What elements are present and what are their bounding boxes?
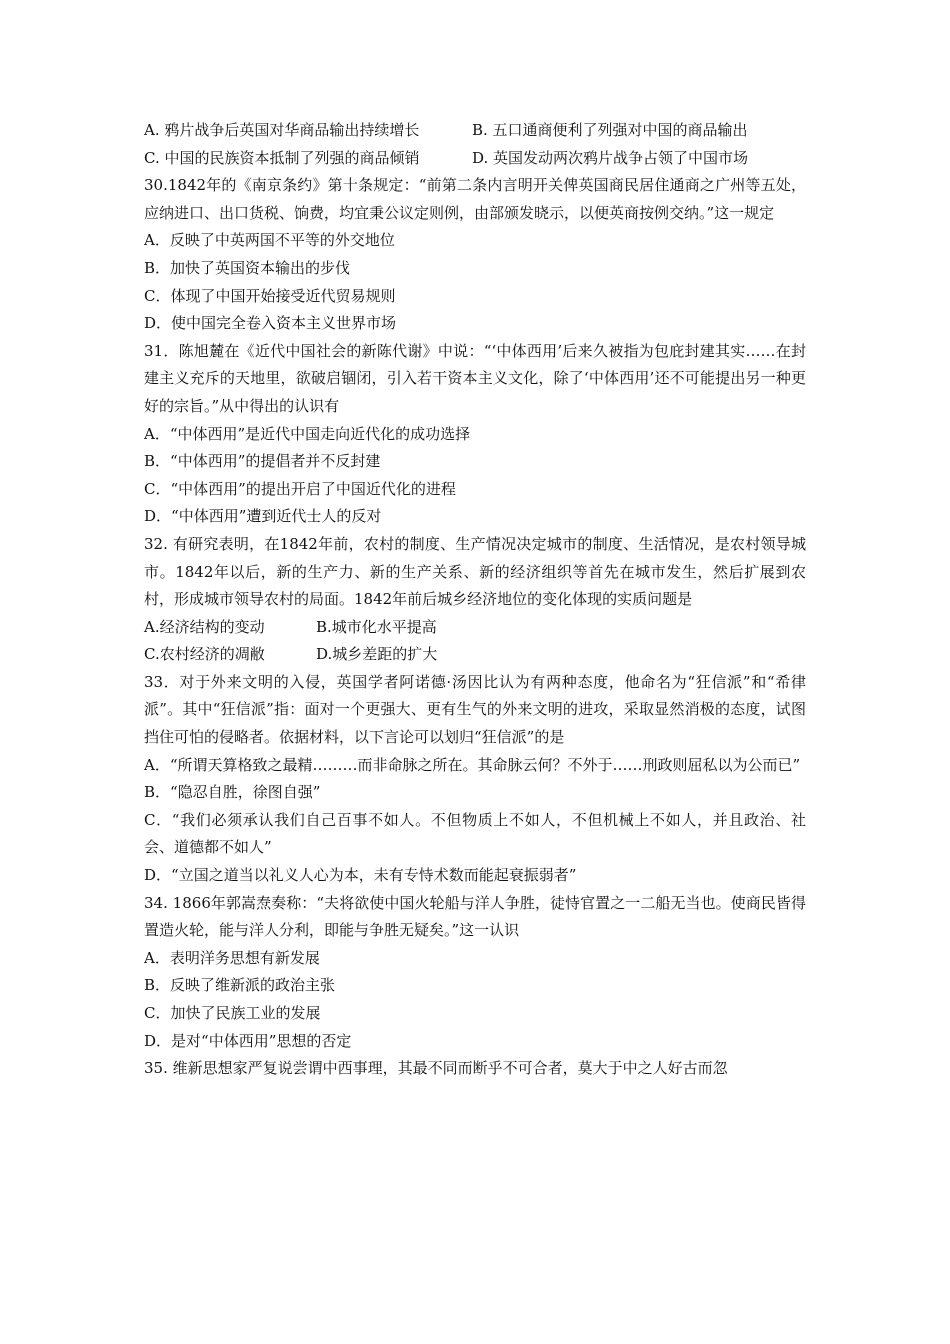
q34-option-a: A．表明洋务思想有新发展 — [144, 948, 320, 967]
q29-option-d: D. 英国发动两次鸦片战争占领了中国市场 — [472, 148, 749, 167]
q30-option-a: A．反映了中英两国不平等的外交地位 — [144, 231, 395, 250]
q32-options-row-2 — [144, 641, 806, 669]
q34-option-d: D．是对“中体西用”思想的否定 — [144, 1031, 352, 1050]
q29-option-a: A. 鸦片战争后英国对华商品输出持续增长 — [144, 121, 420, 139]
q31-option-d: D．“中体西用”遭到近代士人的反对 — [144, 507, 382, 526]
exam-page — [144, 117, 806, 1083]
q33-option-b: B．“隐忍自胜，徐图自强” — [144, 783, 321, 802]
q30-option-b: B．加快了英国资本输出的步伐 — [144, 258, 351, 277]
q31-option-b: B．“中体西用”的提倡者并不反封建 — [144, 452, 381, 471]
q29-option-b: B. 五口通商便利了列强对中国的商品输出 — [472, 121, 748, 139]
q33-option-c: C．“我们必须承认我们自己百事不如人。不但物质上不如人，不但机械上不如人，并且政治、社会、道德都不如人” — [144, 810, 806, 857]
q35-stem: 35. 维新思想家严复说尝谓中西事理，其最不同而断乎不可合者，莫大于中之人好古而忽 — [144, 1059, 728, 1078]
q32-option-c: C.农村经济的凋敝 — [144, 645, 265, 664]
q32-option-b: B.城市化水平提高 — [316, 617, 437, 636]
q32-options-row-1 — [144, 614, 806, 642]
q29-options-row-2 — [144, 145, 806, 173]
q29-options-row-1 — [144, 117, 806, 145]
q34-stem: 34. 1866年郭嵩焘奏称：“夫将欲使中国火轮船与洋人争胜，徒恃官置之一二船无当也。使商民皆得置造火轮，能与洋人分利，即能与争胜无疑矣。”这一认识 — [144, 893, 806, 940]
q30-option-d: D．使中国完全卷入资本主义世界市场 — [144, 314, 397, 333]
q31-option-c: C．“中体西用”的提出开启了中国近代化的进程 — [144, 479, 456, 498]
q31-option-a: A．“中体西用”是近代中国走向近代化的成功选择 — [144, 424, 471, 443]
q30-stem: 30.1842年的《南京条约》第十条规定：“前第二条内言明开关俾英国商民居住通商之广州等五处，应纳进口、出口货税、饷费，均宜秉公议定则例，由部颁发晓示，以便英商按例交纳。”这一规定 — [144, 176, 806, 222]
q30-option-c: C．体现了中国开始接受近代贸易规则 — [144, 286, 396, 305]
q33-stem: 33．对于外来文明的入侵，英国学者阿诺德·汤因比认为有两种态度，他命名为“狂信派”和“希律派”。其中“狂信派”指：面对一个更强大、更有生气的外来文明的进攻，采取显然消极的态度，试图挡住可怕的侵略者。依据材料，以下言论可以划归“狂信派”的是 — [144, 672, 806, 747]
q34-option-b: B．反映了维新派的政治主张 — [144, 976, 336, 995]
q31-stem: 31．陈旭麓在《近代中国社会的新陈代谢》中说：“‘中体西用’后来久被指为包庇封建其实……在封建主义充斥的天地里，欲破启锢闭，引入若干资本主义文化，除了‘中体西用’还不可能提出另一种更好的宗旨。”从中得出的认识有 — [144, 341, 806, 415]
q32-option-a: A.经济结构的变动 — [144, 617, 265, 636]
q34-option-c: C．加快了民族工业的发展 — [144, 1004, 321, 1022]
q33-option-d: D．“立国之道当以礼义人心为本，未有专恃术数而能起衰振弱者” — [144, 866, 577, 885]
q32-option-d: D.城乡差距的扩大 — [316, 645, 438, 664]
q33-option-a: A．“所谓天算格致之最精………而非命脉之所在。其命脉云何？不外于……刑政则屈私以为公而已” — [144, 755, 801, 774]
q29-option-c: C. 中国的民族资本抵制了列强的商品倾销 — [144, 148, 420, 167]
q32-stem: 32. 有研究表明，在1842年前，农村的制度、生产情况决定城市的制度、生活情况，是农村领导城市。1842年以后，新的生产力、新的生产关系、新的经济组织等首先在城市发生，然后扩展到农村，形成城市领导农村的局面。1842年前后城乡经济地位的变化体现的实质问题是 — [144, 534, 806, 609]
